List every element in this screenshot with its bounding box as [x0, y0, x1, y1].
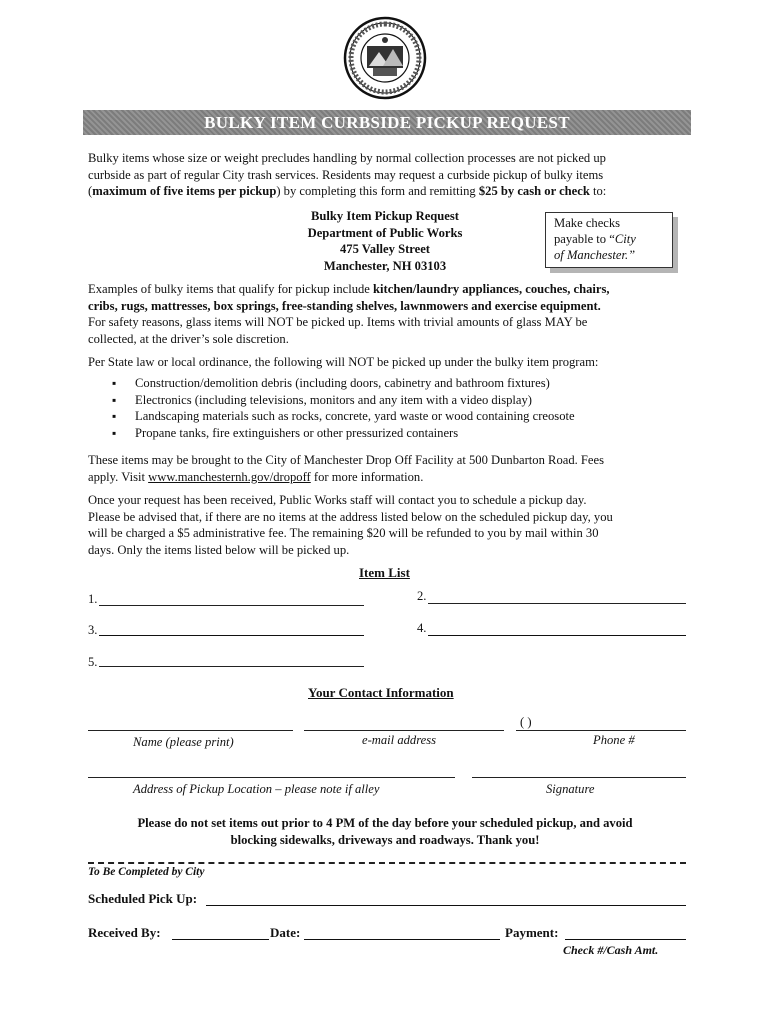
address-line: 475 Valley Street — [339, 242, 430, 256]
list-item: ▪ Electronics (including televisions, monitors and any item with a video display) — [112, 392, 575, 409]
item-number-label: 1. — [88, 592, 98, 606]
intro-line: curbside as part of regular City trash services. Residents may request a curbside pickup of bulky items — [88, 167, 604, 182]
divider — [88, 862, 686, 864]
schedule-line: will be charged a $5 administrative fee. The remaining $20 will be refunded to you by mail within 30 — [88, 526, 599, 540]
dropoff-line: apply. Visit www.manchesternh.gov/dropoff for more information. — [88, 469, 424, 484]
list-item: ▪ Propane tanks, fire extinguishers or other pressurized containers — [112, 425, 575, 442]
payment-field[interactable] — [565, 939, 686, 940]
item-2-field[interactable] — [428, 603, 686, 604]
schedule-line: Once your request has been received, Public Works staff will contact you to schedule a pickup day. — [88, 493, 587, 507]
city-section-label: To Be Completed by City — [88, 866, 205, 878]
item-number-label: 4. — [417, 621, 427, 635]
name-caption: Name (please print) — [133, 735, 234, 749]
item-number-label: 3. — [88, 623, 98, 637]
warning-line: blocking sidewalks, driveways and roadways. Thank you! — [230, 833, 540, 847]
scheduled-pickup-label: Scheduled Pick Up: — [88, 891, 198, 906]
examples-paragraph — [88, 281, 686, 347]
note-line: payable to “City — [554, 232, 636, 246]
form-title-bar — [83, 110, 691, 135]
examples-line: For safety reasons, glass items will NOT be picked up. Items with trivial amounts of glass MAY be — [88, 315, 588, 329]
scheduled-pickup-field[interactable] — [206, 905, 686, 906]
phone-caption: Phone # — [593, 733, 635, 747]
intro-paragraph — [88, 150, 686, 200]
mailing-address — [270, 208, 500, 274]
date-label: Date: — [270, 925, 301, 940]
contact-title: Your Contact Information — [308, 685, 454, 700]
address-line: Department of Public Works — [307, 225, 463, 240]
email-caption: e-mail address — [362, 733, 437, 747]
received-by-field[interactable] — [172, 939, 269, 940]
item-number-label: 5. — [88, 655, 98, 669]
signature-caption: Signature — [546, 782, 595, 796]
address-caption: Address of Pickup Location – please note if alley — [133, 782, 380, 796]
item-3-field[interactable] — [99, 635, 364, 636]
pickup-address-field[interactable] — [88, 777, 455, 778]
city-seal-logo — [343, 16, 427, 100]
checks-payable-note — [545, 212, 673, 268]
list-item: ▪ Construction/demolition debris (including doors, cabinetry and bathroom fixtures) — [112, 375, 575, 392]
schedule-line: days. Only the items listed below will be picked up. — [88, 542, 350, 557]
item-4-field[interactable] — [428, 635, 686, 636]
intro-line: Bulky items whose size or weight precludes handling by normal collection processes are not picked up — [88, 151, 606, 165]
examples-line: collected, at the driver’s sole discretion. — [88, 331, 289, 346]
address-line: Manchester, NH 03103 — [323, 258, 447, 273]
note-line: of Manchester.” — [554, 248, 636, 262]
dropoff-paragraph — [88, 452, 686, 485]
signature-field[interactable] — [472, 777, 686, 778]
payment-caption: Check #/Cash Amt. — [563, 943, 659, 957]
date-field[interactable] — [304, 939, 500, 940]
received-by-label: Received By: — [88, 925, 161, 940]
examples-line: Examples of bulky items that qualify for pickup include kitchen/laundry appliances, couches, chairs, — [88, 282, 610, 296]
phone-area-code: ( ) — [520, 715, 532, 729]
dropoff-link[interactable]: www.manchesternh.gov/dropoff — [148, 469, 311, 484]
item-list-title: Item List — [359, 565, 410, 580]
payment-label: Payment: — [505, 925, 559, 940]
examples-line: cribs, rugs, mattresses, box springs, free-standing shelves, lawnmowers and exercise equipment. — [88, 298, 601, 313]
state-law-paragraph: Per State law or local ordinance, the following will NOT be picked up under the bulky item program: — [88, 355, 599, 369]
email-field[interactable] — [304, 730, 504, 731]
form-title: BULKY ITEM CURBSIDE PICKUP REQUEST — [204, 112, 570, 132]
pickup-warning — [100, 815, 670, 849]
name-field[interactable] — [88, 730, 293, 731]
dropoff-line: These items may be brought to the City of Manchester Drop Off Facility at 500 Dunbarton Road. Fees — [88, 453, 605, 467]
item-1-field[interactable] — [99, 605, 364, 606]
address-line: Bulky Item Pickup Request — [311, 209, 459, 223]
phone-field[interactable] — [516, 730, 686, 731]
list-item: ▪ Landscaping materials such as rocks, concrete, yard waste or wood containing creosote — [112, 408, 575, 425]
warning-line: Please do not set items out prior to 4 PM of the day before your scheduled pickup, and avoid — [137, 816, 633, 830]
note-line: Make checks — [554, 216, 621, 230]
item-5-field[interactable] — [99, 666, 364, 667]
item-number-label: 2. — [417, 589, 427, 603]
excluded-items-list — [112, 375, 575, 441]
intro-line: (maximum of five items per pickup) by completing this form and remitting $25 by cash or check to: — [88, 184, 607, 198]
schedule-paragraph — [88, 492, 686, 558]
schedule-line: Please be advised that, if there are no items at the address listed below on the scheduled pickup day, you — [88, 509, 613, 524]
